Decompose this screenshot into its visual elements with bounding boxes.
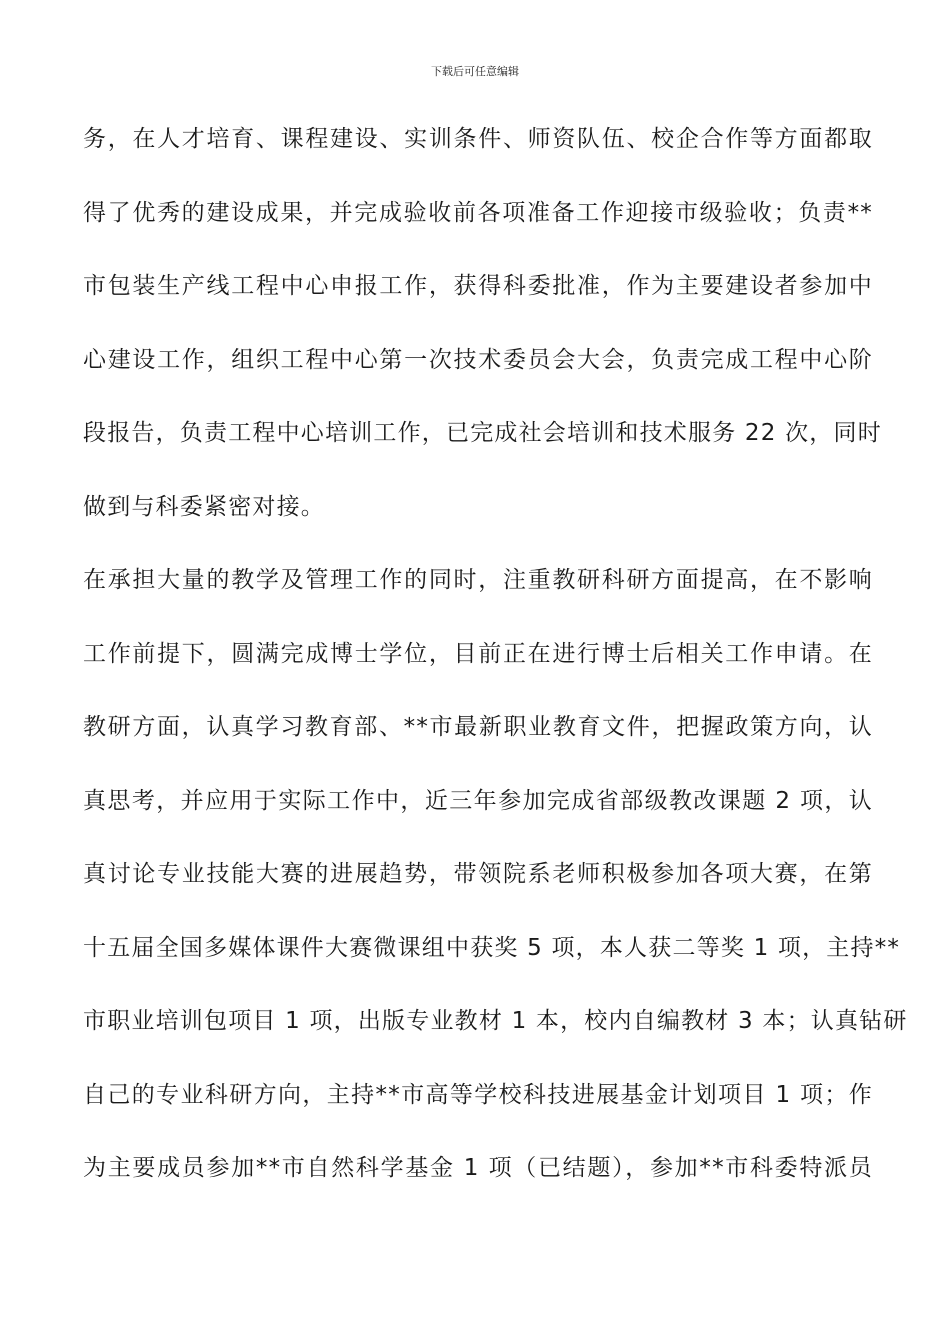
text-line: 自己的专业科研方向，主持**市高等学校科技进展基金计划项目 1 项；作 [83, 1081, 873, 1108]
text-line: 市职业培训包项目 1 项，出版专业教材 1 本，校内自编教材 3 本；认真钻研 [83, 1008, 908, 1034]
text-line: 工作前提下，圆满完成博士学位，目前正在进行博士后相关工作申请。在 [83, 640, 873, 667]
text-line: 市包装生产线工程中心申报工作，获得科委批准，作为主要建设者参加中 [83, 273, 873, 299]
text-line: 做到与科委紧密对接。 [83, 493, 325, 520]
text-line: 段报告，负责工程中心培训工作，已完成社会培训和技术服务 22 次，同时 [83, 420, 882, 446]
text-line: 务，在人才培育、课程建设、实训条件、师资队伍、校企合作等方面都取 [83, 126, 873, 152]
document-body [83, 114, 908, 1217]
text-line: 十五届全国多媒体课件大赛微课组中获奖 5 项，本人获二等奖 1 项，主持** [83, 934, 901, 961]
text-line: 心建设工作，组织工程中心第一次技术委员会大会，负责完成工程中心阶 [83, 346, 873, 373]
paragraph-2 [83, 555, 908, 1217]
text-line: 真讨论专业技能大赛的进展趋势，带领院系老师积极参加各项大赛，在第 [83, 861, 873, 887]
page-header: 下载后可任意编辑 [431, 65, 519, 78]
text-line: 得了优秀的建设成果，并完成验收前各项准备工作迎接市级验收；负责** [83, 199, 873, 226]
text-line: 在承担大量的教学及管理工作的同时，注重教研科研方面提高，在不影响 [83, 567, 873, 593]
text-line: 真思考，并应用于实际工作中，近三年参加完成省部级教改课题 2 项，认 [83, 787, 873, 814]
text-line: 教研方面，认真学习教育部、**市最新职业教育文件，把握政策方向，认 [83, 714, 873, 740]
paragraph-1 [83, 114, 882, 555]
text-line: 为主要成员参加**市自然科学基金 1 项（已结题），参加**市科委特派员 [83, 1155, 873, 1181]
